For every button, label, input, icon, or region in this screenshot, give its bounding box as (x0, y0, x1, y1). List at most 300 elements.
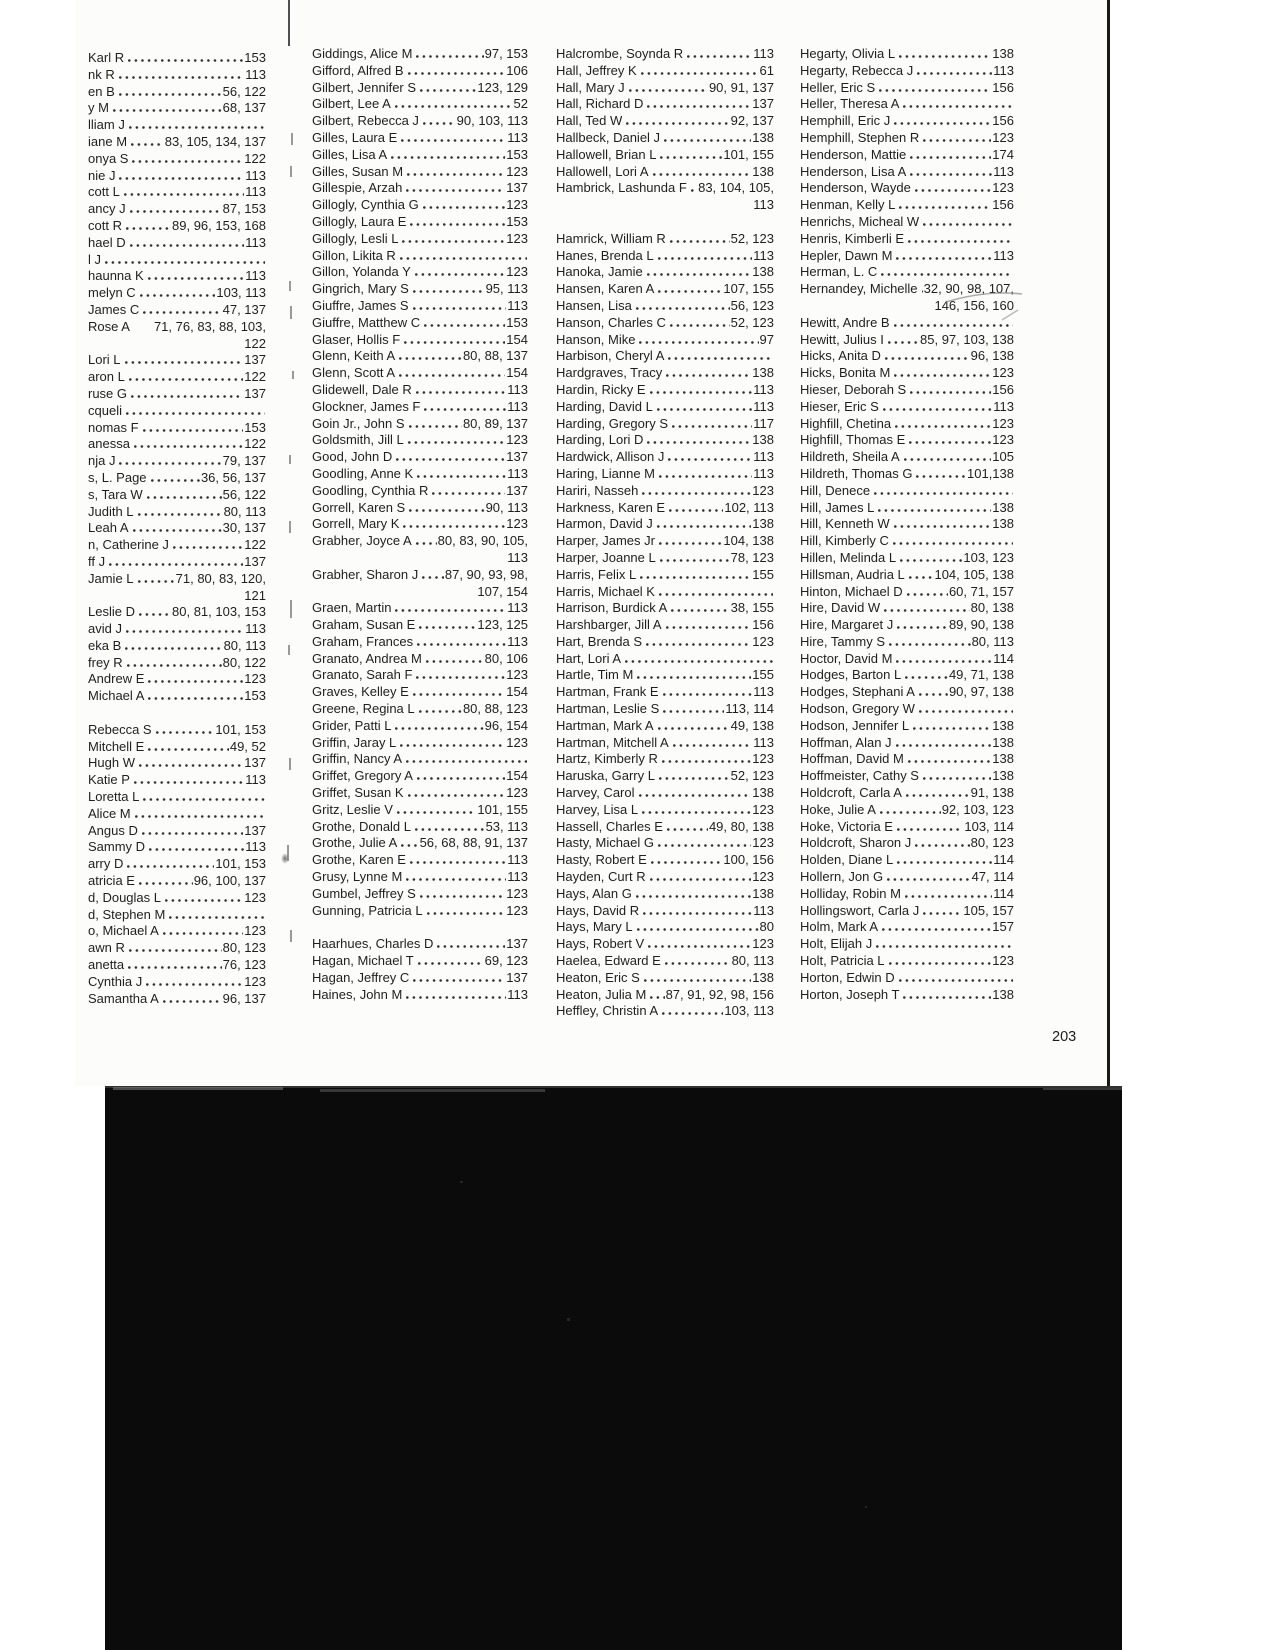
index-entry (312, 718, 528, 735)
index-entry (556, 919, 774, 936)
entry-pages: 113 (245, 839, 266, 855)
index-entry (800, 449, 1014, 466)
entry-name: Giuffre, Matthew C (312, 314, 421, 330)
index-entry (312, 449, 528, 466)
entry-pages: 80, 113 (731, 953, 774, 969)
entry-pages: 47, 114 (971, 869, 1014, 885)
entry-pages: 123 (506, 902, 528, 918)
dot-leader (126, 378, 243, 381)
scan-streak (1043, 1088, 1122, 1090)
entry-name: Hire, Margaret J (800, 617, 894, 633)
entry-name: d, Douglas L (88, 889, 161, 905)
index-entry (312, 953, 528, 970)
index-entry (800, 382, 1014, 399)
index-entry (88, 688, 266, 705)
dot-leader (135, 513, 223, 516)
dot-leader (656, 777, 730, 780)
dot-leader (877, 811, 941, 814)
entry-pages: 138 (992, 717, 1014, 733)
entry-name: Hardin, Ricky E (556, 381, 646, 397)
entry-name: Hicks, Bonita M (800, 365, 891, 381)
entry-pages: 104, 138 (723, 533, 774, 549)
entry-pages: 113 (753, 902, 774, 918)
entry-name: Hartman, Mark A (556, 717, 654, 733)
dot-leader (405, 441, 506, 444)
entry-name: Grusy, Lynne M (312, 869, 403, 885)
index-column-4 (800, 46, 1014, 1003)
dot-leader (916, 693, 948, 696)
entry-name: Grabher, Sharon J (312, 566, 419, 582)
entry-name: Henderson, Lisa A (800, 163, 907, 179)
entry-pages: 123 (752, 835, 774, 851)
entry-name: Hanoka, Jamie (556, 264, 643, 280)
index-entry (556, 567, 774, 584)
dot-leader (656, 593, 773, 596)
dot-leader (145, 277, 245, 280)
entry-name: Good, John D (312, 449, 393, 465)
dot-leader (122, 361, 244, 364)
index-entry (312, 231, 528, 248)
index-entry (800, 919, 1014, 936)
scan-crease-tick (289, 521, 291, 533)
dot-leader (393, 458, 505, 461)
dot-leader (648, 861, 723, 864)
entry-pages: 104, 105, 138 (934, 566, 1014, 582)
entry-name: Gifford, Alfred B (312, 62, 404, 78)
entry-pages: 71, 80, 83, 120, (175, 570, 266, 586)
dot-leader (879, 928, 991, 931)
dot-leader (127, 210, 222, 213)
entry-name: Rose A (88, 318, 130, 334)
dot-leader (403, 760, 527, 763)
entry-name: Gilbert, Jennifer S (312, 79, 417, 95)
entry-name: Henrichs, Micheal W (800, 213, 920, 229)
dot-leader (661, 139, 751, 142)
entry-pages: 156 (992, 381, 1014, 397)
dot-leader (659, 760, 751, 763)
dot-leader (912, 189, 991, 192)
index-entry (800, 785, 1014, 802)
entry-name: Sammy D (88, 839, 146, 855)
dot-leader (903, 794, 970, 797)
index-entry (312, 987, 528, 1004)
entry-pages: 138 (992, 46, 1014, 61)
entry-pages: 113 (245, 268, 266, 284)
entry-continuation (312, 550, 528, 567)
entry-pages: 123 (752, 482, 774, 498)
dot-leader (396, 357, 462, 360)
index-entry (88, 537, 266, 554)
dot-leader (413, 391, 507, 394)
index-entry (800, 819, 1014, 836)
entry-name: Holdcroft, Sharon J (800, 835, 912, 851)
dot-leader (123, 412, 265, 415)
dot-leader (650, 173, 752, 176)
dot-leader (897, 559, 962, 562)
entry-name: Hanson, Charles C (556, 314, 666, 330)
index-entry (312, 600, 528, 617)
index-entry (88, 100, 266, 117)
dot-leader (413, 542, 437, 545)
entry-name: Hodson, Gregory W (800, 701, 915, 717)
entry-continuation (556, 197, 774, 214)
index-entry (800, 348, 1014, 365)
entry-pages: 105, 157 (963, 902, 1014, 918)
entry-name: Grothe, Julie A (312, 835, 398, 851)
dot-leader (644, 441, 751, 444)
entry-pages: 52 (513, 96, 528, 112)
entry-name: Haines, John M (312, 986, 403, 1002)
dot-leader (905, 240, 1013, 243)
entry-pages: 92, 137 (730, 113, 774, 129)
index-entry (312, 735, 528, 752)
entry-pages: 113, 114 (725, 701, 774, 717)
dot-leader (880, 408, 993, 411)
index-entry (800, 684, 1014, 701)
entry-name: Henderson, Mattie (800, 146, 907, 162)
index-entry (556, 903, 774, 920)
dot-leader (405, 794, 506, 797)
dot-leader (920, 777, 991, 780)
dot-leader (135, 580, 175, 583)
index-entry (556, 164, 774, 181)
entry-pages: 138 (752, 129, 774, 145)
index-entry (556, 617, 774, 634)
entry-name: Hasty, Robert E (556, 852, 647, 868)
index-column-2 (312, 46, 528, 1003)
index-entry (556, 46, 774, 63)
entry-name: Glenn, Scott A (312, 365, 396, 381)
index-entry (800, 332, 1014, 349)
index-entry (312, 567, 528, 584)
entry-pages: 102, 113 (724, 499, 774, 515)
entry-pages: 97, 153 (484, 46, 528, 61)
scan-black-region (105, 1086, 1122, 1650)
dot-leader (905, 760, 992, 763)
entry-name: Jamie L (88, 570, 134, 586)
index-entry (800, 466, 1014, 483)
dot-leader (659, 1012, 723, 1015)
entry-name: iane M (88, 133, 128, 149)
index-entry (800, 147, 1014, 164)
entry-name: Hodson, Jennifer L (800, 717, 910, 733)
entry-name: lliam J (88, 117, 125, 133)
index-entry (312, 651, 528, 668)
dot-leader (902, 895, 992, 898)
entry-continuation (88, 588, 266, 605)
dot-leader (424, 912, 506, 915)
index-entry (88, 504, 266, 521)
entry-name: Holliday, Robin M (800, 885, 901, 901)
entry-pages: 137 (752, 96, 774, 112)
dot-leader (407, 223, 505, 226)
index-entry (312, 46, 528, 63)
index-entry (88, 117, 266, 134)
index-entry (88, 520, 266, 537)
entry-name: Hayden, Curt R (556, 869, 646, 885)
entry-pages: 30, 137 (222, 520, 266, 536)
dot-leader (140, 311, 221, 314)
entry-name: nie J (88, 167, 116, 183)
entry-pages: 85, 97, 103, 138 (920, 331, 1014, 347)
index-entry (312, 936, 528, 953)
entry-name: Haelea, Edward E (556, 953, 661, 969)
entry-name: frey R (88, 654, 123, 670)
entry-name: Gillogly, Lesli L (312, 230, 399, 246)
dot-leader (160, 932, 243, 935)
dot-leader (633, 307, 730, 310)
entry-pages: 101,138 (967, 465, 1014, 481)
dot-leader (906, 441, 991, 444)
index-entry (88, 554, 266, 571)
entry-pages: 78, 123 (730, 549, 774, 565)
index-entry (88, 201, 266, 218)
entry-name: eka B (88, 637, 122, 653)
entry-name: Henderson, Wayde (800, 180, 911, 196)
entry-pages: 117 (753, 415, 774, 431)
entry-name: Harshbarger, Jill A (556, 617, 662, 633)
entry-name: Hagan, Jeffrey C (312, 969, 410, 985)
entry-name: haunna K (88, 268, 144, 284)
continuation-pages: 113 (507, 549, 528, 565)
index-entry (800, 987, 1014, 1004)
entry-pages: 113 (507, 869, 528, 885)
entry-pages: 123 (752, 751, 774, 767)
index-entry (312, 113, 528, 130)
dot-leader (655, 290, 722, 293)
dot-leader (413, 676, 505, 679)
entry-name: Gilbert, Lee A (312, 96, 391, 112)
entry-pages: 83, 104, 105, (698, 180, 774, 196)
entry-name: Hegarty, Olivia L (800, 46, 896, 61)
index-entry (88, 403, 266, 420)
entry-name: Hewitt, Andre B (800, 314, 890, 330)
entry-pages: 113 (507, 297, 528, 313)
entry-name: Hariri, Nasseh (556, 482, 639, 498)
entry-name: Goldsmith, Jill L (312, 432, 404, 448)
dot-leader (662, 962, 731, 965)
entry-pages: 113 (507, 381, 528, 397)
index-entry (556, 735, 774, 752)
dot-leader (144, 496, 222, 499)
index-entry (88, 50, 266, 67)
entry-name: l J (88, 251, 101, 267)
entry-name: Harper, Joanne L (556, 549, 656, 565)
entry-pages: 113 (753, 465, 774, 481)
entry-name: Hall, Jeffrey K (556, 62, 637, 78)
entry-pages: 137 (244, 385, 266, 401)
entry-name: Hartle, Tim M (556, 667, 634, 683)
index-entry (556, 80, 774, 97)
dot-leader (396, 374, 505, 377)
dot-leader (153, 731, 215, 734)
entry-pages: 101, 155 (723, 146, 774, 162)
dot-leader (392, 105, 513, 108)
dot-leader (410, 307, 507, 310)
index-entry (556, 886, 774, 903)
dot-leader (893, 660, 992, 663)
index-entry (556, 869, 774, 886)
entry-name: Hartz, Kimberly R (556, 751, 658, 767)
entry-name: Hewitt, Julius I (800, 331, 884, 347)
index-entry (312, 701, 528, 718)
entry-pages: 137 (506, 936, 528, 952)
dot-leader (636, 794, 752, 797)
entry-name: cqueli (88, 402, 122, 418)
dot-leader (416, 626, 476, 629)
entry-name: Harbison, Cheryl A (556, 348, 665, 364)
index-entry (312, 970, 528, 987)
dot-leader (901, 458, 992, 461)
entry-pages: 103, 113 (724, 1003, 774, 1019)
entry-pages: 156 (752, 617, 774, 633)
entry-name: Holm, Mark A (800, 919, 879, 935)
entry-name: Andrew E (88, 671, 145, 687)
entry-name: Hire, Tammy S (800, 633, 885, 649)
dot-leader (123, 630, 244, 633)
entry-continuation (88, 336, 266, 353)
index-entry (312, 298, 528, 315)
index-entry (800, 500, 1014, 517)
entry-pages: 123 (992, 129, 1014, 145)
dot-leader (655, 257, 753, 260)
index-entry (88, 638, 266, 655)
entry-name: Harris, Michael K (556, 583, 655, 599)
index-entry (800, 886, 1014, 903)
dot-leader (644, 105, 751, 108)
entry-name: Haring, Lianne M (556, 465, 655, 481)
entry-pages: 107, 155 (723, 281, 774, 297)
entry-pages: 123 (752, 869, 774, 885)
entry-name: avid J (88, 621, 122, 637)
dot-leader (406, 425, 462, 428)
entry-name: Rebecca S (88, 721, 152, 737)
entry-name: Gingrich, Mary S (312, 281, 409, 297)
dot-leader (405, 72, 506, 75)
index-entry (800, 953, 1014, 970)
index-entry (556, 785, 774, 802)
dot-leader (893, 744, 992, 747)
dot-leader (638, 72, 759, 75)
dot-leader (403, 189, 505, 192)
index-entry (556, 953, 774, 970)
index-entry (88, 285, 266, 302)
entry-name: Gillogly, Cynthia G (312, 197, 419, 213)
index-entry (312, 903, 528, 920)
dot-leader (626, 89, 708, 92)
scan-crease-tick (290, 166, 292, 177)
dot-leader (392, 609, 506, 612)
entry-pages: 113 (993, 62, 1014, 78)
entry-pages: 138 (752, 163, 774, 179)
entry-name: Leah A (88, 520, 129, 536)
entry-name: Grothe, Karen E (312, 852, 406, 868)
entry-pages: 113 (507, 465, 528, 481)
index-entry (556, 768, 774, 785)
entry-name: Halcrombe, Soynda R (556, 46, 684, 61)
entry-pages: 153 (244, 50, 266, 65)
entry-pages: 80, 113 (223, 637, 266, 653)
entry-name: Giddings, Alice M (312, 46, 413, 61)
entry-pages: 97 (759, 331, 774, 347)
dot-leader (656, 475, 752, 478)
entry-name: Harmon, David J (556, 516, 653, 532)
entry-name: Gumbel, Jeffrey S (312, 885, 416, 901)
entry-pages: 56, 68, 88, 91, 137 (419, 835, 528, 851)
index-entry (800, 63, 1014, 80)
index-entry (800, 214, 1014, 231)
scan-page (75, 0, 1109, 1086)
index-entry (556, 248, 774, 265)
entry-name: Hallowell, Brian L (556, 146, 657, 162)
index-entry (800, 248, 1014, 265)
entry-pages: 90, 97, 138 (948, 684, 1014, 700)
dot-leader (413, 55, 483, 58)
index-entry (88, 974, 266, 991)
entry-pages: 96, 100, 137 (193, 873, 266, 889)
continuation-pages: 113 (753, 197, 774, 213)
entry-pages: 113 (507, 600, 528, 616)
entry-name: Grider, Patti L (312, 717, 392, 733)
entry-pages: 80, 88, 123 (462, 701, 528, 717)
entry-name: Hardgraves, Tracy (556, 365, 663, 381)
entry-name: Cynthia J (88, 973, 143, 989)
scan-crease-tick (290, 600, 292, 618)
entry-pages: 52, 123 (730, 230, 774, 246)
entry-pages: 122 (244, 150, 266, 166)
scan-crease-tick (290, 306, 292, 319)
index-entry (88, 319, 266, 336)
entry-pages: 137 (506, 180, 528, 196)
dot-leader (688, 189, 697, 192)
index-entry (556, 584, 774, 601)
entry-name: Hollingswort, Carla J (800, 902, 920, 918)
entry-name: anessa (88, 436, 130, 452)
dot-leader (647, 996, 664, 999)
dot-leader (907, 156, 991, 159)
entry-pages: 53, 113 (485, 818, 528, 834)
dot-leader (639, 492, 751, 495)
dot-leader (891, 374, 991, 377)
index-entry (800, 651, 1014, 668)
index-entry (88, 386, 266, 403)
entry-pages: 113 (245, 66, 266, 82)
dot-leader (397, 257, 527, 260)
index-entry (800, 46, 1014, 63)
dot-leader (668, 609, 729, 612)
index-entry (556, 751, 774, 768)
index-entry (800, 701, 1014, 718)
entry-name: Hoke, Victoria E (800, 818, 893, 834)
entry-name: Hall, Richard D (556, 96, 644, 112)
dot-leader (392, 727, 483, 730)
entry-name: Henman, Kelly L (800, 197, 896, 213)
dot-leader (421, 408, 506, 411)
entry-pages: 113 (245, 167, 266, 183)
entry-name: Granato, Andrea M (312, 650, 422, 666)
dot-leader (116, 93, 222, 96)
entry-name: aron L (88, 369, 125, 385)
index-entry (88, 235, 266, 252)
entry-pages: 137 (244, 553, 266, 569)
pencil-mark (938, 272, 1034, 332)
dot-leader (123, 227, 171, 230)
entry-name: Hugh W (88, 755, 135, 771)
index-entry (312, 180, 528, 197)
dot-leader (148, 479, 200, 482)
index-entry (312, 365, 528, 382)
entry-pages: 92, 103, 123 (941, 801, 1014, 817)
